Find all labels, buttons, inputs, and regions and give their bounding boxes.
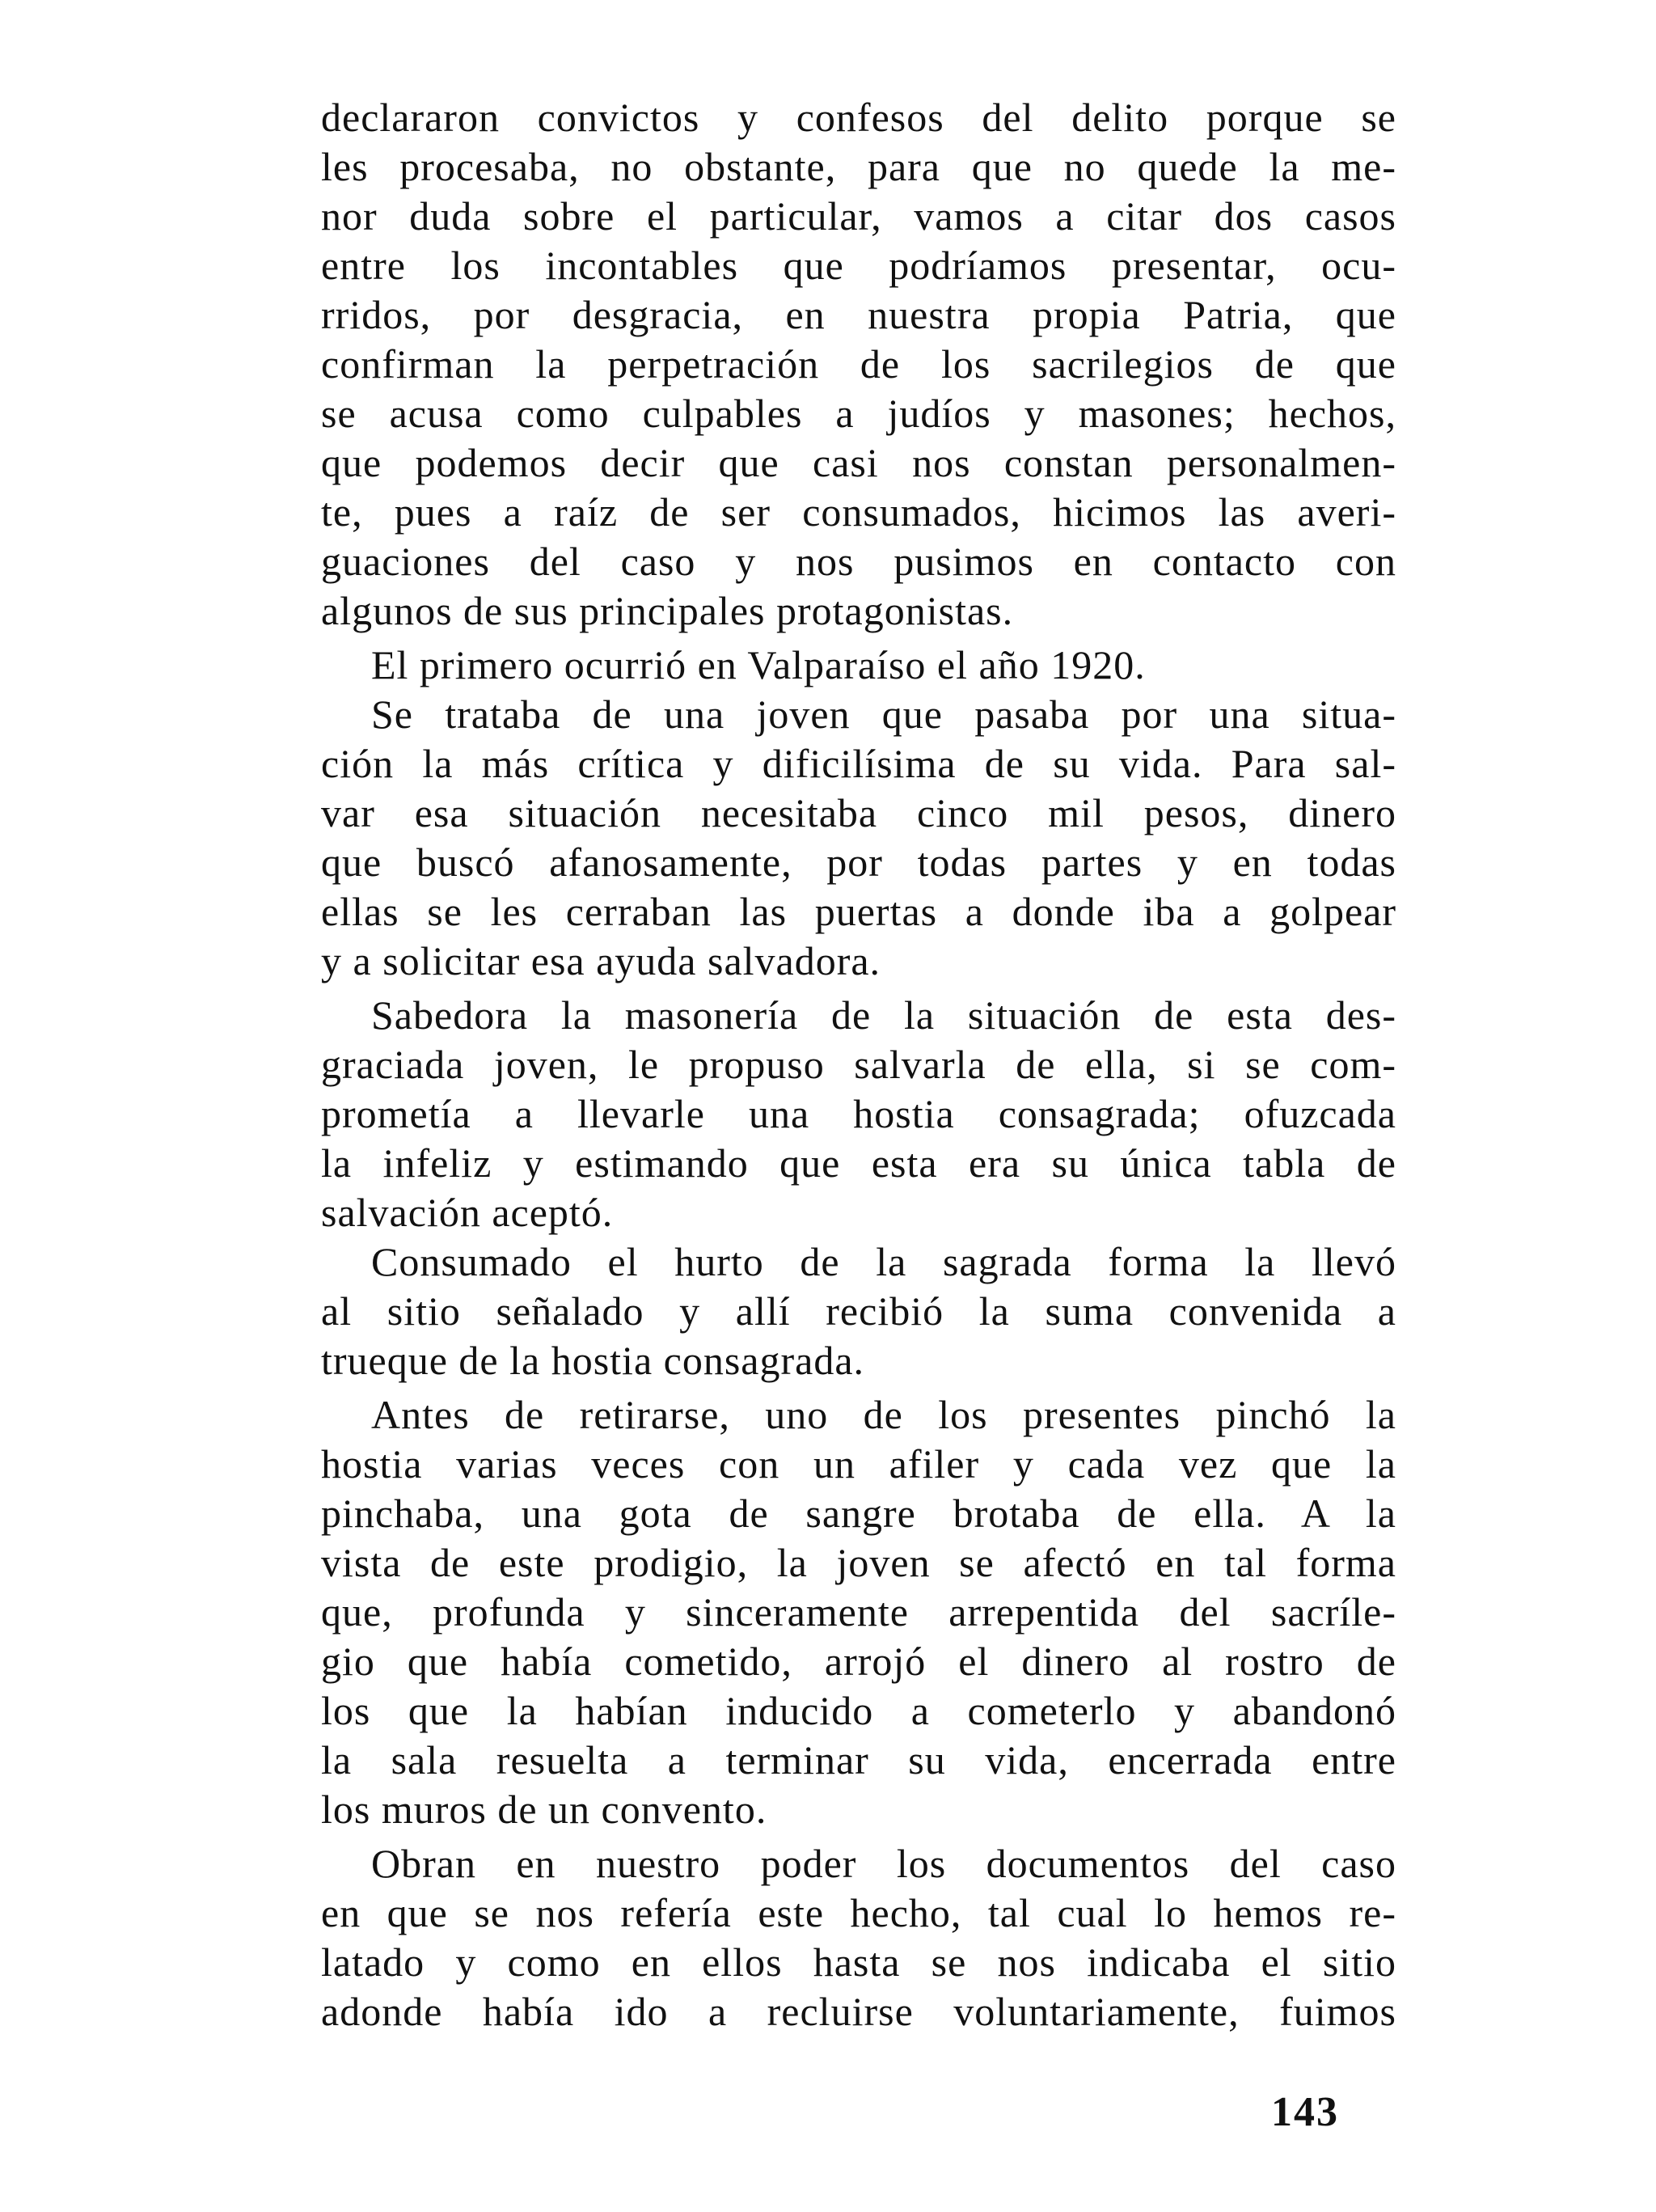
text-line: nor duda sobre el particular, vamos a citar dos casos bbox=[321, 193, 1396, 239]
text-line: te, pues a raíz de ser consumados, hicimos las averi- bbox=[321, 489, 1396, 535]
text-line: trueque de la hostia consagrada. bbox=[321, 1338, 865, 1383]
text-line: en que se nos refería este hecho, tal cual lo hemos re- bbox=[321, 1890, 1396, 1935]
paragraph bbox=[321, 1237, 1396, 1385]
text-line: entre los incontables que podríamos presentar, ocu- bbox=[321, 243, 1396, 288]
text-line: rridos, por desgracia, en nuestra propia Patria, que bbox=[321, 292, 1396, 337]
text-line: salvación aceptó. bbox=[321, 1190, 614, 1235]
text-line: confirman la perpetración de los sacrilegios de que bbox=[321, 341, 1396, 387]
text-line: Obran en nuestro poder los documentos del caso bbox=[371, 1841, 1396, 1886]
page-number: 143 bbox=[1271, 2089, 1339, 2135]
text-line: los muros de un convento. bbox=[321, 1787, 767, 1832]
text-line: Consumado el hurto de la sagrada forma la llevó bbox=[371, 1239, 1396, 1284]
text-line: ción la más crítica y dificilísima de su vida. Para sal- bbox=[321, 741, 1396, 786]
body-text bbox=[321, 93, 1396, 2036]
text-line: Sabedora la masonería de la situación de esta des- bbox=[371, 992, 1396, 1038]
text-line: algunos de sus principales protagonistas. bbox=[321, 588, 1014, 633]
paragraph bbox=[321, 991, 1396, 1237]
text-line: hostia varias veces con un afiler y cada vez que la bbox=[321, 1441, 1396, 1487]
text-line: prometía a llevarle una hostia consagrada; ofuzcada bbox=[321, 1091, 1396, 1136]
text-line: Se trataba de una joven que pasaba por una situa- bbox=[371, 692, 1396, 737]
text-line: se acusa como culpables a judíos y masones; hechos, bbox=[321, 391, 1396, 436]
paragraph bbox=[321, 93, 1396, 636]
text-line: latado y como en ellos hasta se nos indicaba el sitio bbox=[321, 1939, 1396, 1985]
text-line: gio que había cometido, arrojó el dinero al rostro de bbox=[321, 1639, 1396, 1684]
text-line: los que la habían inducido a cometerlo y abandonó bbox=[321, 1688, 1396, 1733]
text-line: graciada joven, le propuso salvarla de ella, si se com- bbox=[321, 1042, 1396, 1087]
text-line: Antes de retirarse, uno de los presentes pinchó la bbox=[371, 1392, 1396, 1437]
paragraph bbox=[321, 641, 1396, 690]
text-line: que, profunda y sinceramente arrepentida del sacríle- bbox=[321, 1589, 1396, 1635]
text-line: guaciones del caso y nos pusimos en contacto con bbox=[321, 539, 1396, 584]
text-line: la sala resuelta a terminar su vida, encerrada entre bbox=[321, 1737, 1396, 1783]
text-line: al sitio señalado y allí recibió la suma convenida a bbox=[321, 1288, 1396, 1334]
paragraph bbox=[321, 1390, 1396, 1834]
paragraph bbox=[321, 1839, 1396, 2036]
text-line: ellas se les cerraban las puertas a donde iba a golpear bbox=[321, 889, 1396, 934]
text-line: les procesaba, no obstante, para que no quede la me- bbox=[321, 144, 1396, 189]
text-line: que buscó afanosamente, por todas partes y en todas bbox=[321, 840, 1396, 885]
text-line: y a solicitar esa ayuda salvadora. bbox=[321, 938, 881, 983]
text-line: la infeliz y estimando que esta era su única tabla de bbox=[321, 1140, 1396, 1186]
paragraph bbox=[321, 690, 1396, 986]
text-line: var esa situación necesitaba cinco mil pesos, dinero bbox=[321, 790, 1396, 835]
text-line: declararon convictos y confesos del delito porque se bbox=[321, 95, 1396, 140]
text-line: vista de este prodigio, la joven se afectó en tal forma bbox=[321, 1540, 1396, 1585]
text-line: que podemos decir que casi nos constan personalmen- bbox=[321, 440, 1396, 485]
text-line: pinchaba, una gota de sangre brotaba de ella. A la bbox=[321, 1491, 1396, 1536]
text-line: El primero ocurrió en Valparaíso el año 1920. bbox=[371, 642, 1146, 687]
text-line: adonde había ido a recluirse voluntariamente, fuimos bbox=[321, 1989, 1396, 2034]
